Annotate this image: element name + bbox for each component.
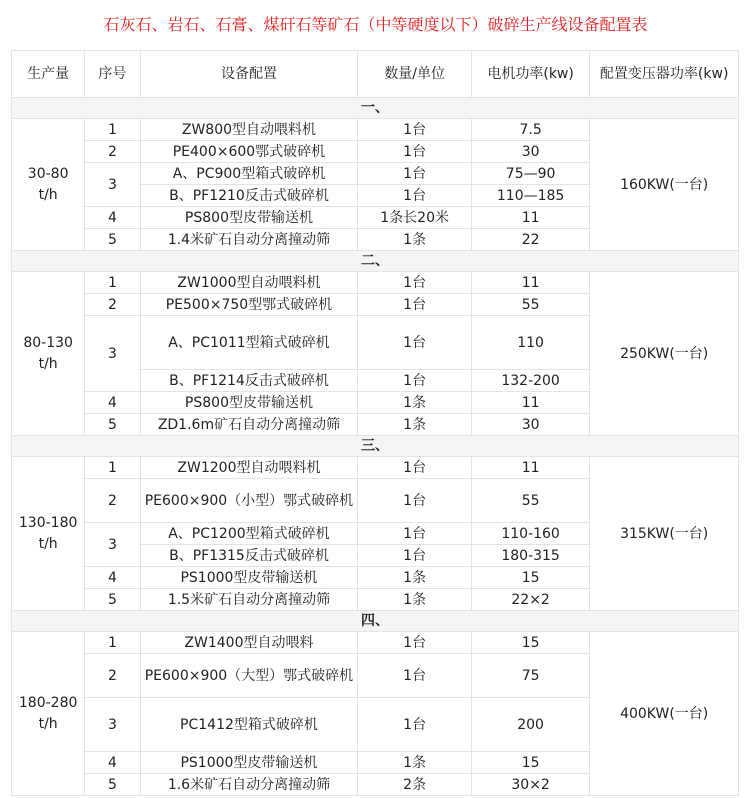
row-qty: 1台 xyxy=(358,523,471,545)
row-qty: 1台 xyxy=(358,163,471,185)
row-power: 11 xyxy=(471,207,589,229)
equipment-table xyxy=(11,50,739,796)
row-qty: 1条 xyxy=(358,567,471,589)
row-no: 4 xyxy=(85,207,140,229)
row-no: 1 xyxy=(85,272,140,294)
transformer-cell: 400KW(一台) xyxy=(590,632,739,796)
output-unit: t/h xyxy=(38,535,58,552)
row-qty: 1条 xyxy=(358,392,471,414)
row-qty: 1台 xyxy=(358,479,471,523)
page-title: 石灰石、岩石、石膏、煤矸石等矿石（中等硬度以下）破碎生产线设备配置表 xyxy=(103,15,648,34)
row-qty: 1台 xyxy=(358,185,471,207)
row-no: 2 xyxy=(85,654,140,698)
row-no: 4 xyxy=(85,752,140,774)
row-qty: 1台 xyxy=(358,272,471,294)
row-qty: 1条 xyxy=(358,752,471,774)
row-equipment: A、PC1200型箱式破碎机 xyxy=(140,523,358,545)
row-power: 110 xyxy=(471,316,589,370)
row-qty: 1台 xyxy=(358,316,471,370)
row-power: 15 xyxy=(471,752,589,774)
row-no: 5 xyxy=(85,589,140,611)
row-qty: 1台 xyxy=(358,457,471,479)
row-no: 1 xyxy=(85,119,140,141)
row-qty: 1台 xyxy=(358,370,471,392)
row-qty: 1台 xyxy=(358,141,471,163)
row-equipment: A、PC1011型箱式破碎机 xyxy=(140,316,358,370)
row-equipment: ZW1000型自动喂料机 xyxy=(140,272,358,294)
header-motor-power: 电机功率(kw) xyxy=(471,51,589,98)
row-power: 11 xyxy=(471,392,589,414)
row-equipment: 1.5米矿石自动分离撞动筛 xyxy=(140,589,358,611)
row-power: 75—90 xyxy=(471,163,589,185)
row-equipment: PS1000型皮带输送机 xyxy=(140,752,358,774)
row-power: 22×2 xyxy=(471,589,589,611)
row-no: 3 xyxy=(85,316,140,392)
row-equipment: PC1412型箱式破碎机 xyxy=(140,698,358,752)
row-equipment: ZW1400型自动喂料 xyxy=(140,632,358,654)
row-equipment: ZD1.6m矿石自动分离撞动筛 xyxy=(140,414,358,436)
output-cell xyxy=(12,272,85,436)
row-power: 15 xyxy=(471,632,589,654)
row-power: 22 xyxy=(471,229,589,251)
section-label: 四、 xyxy=(12,611,739,632)
row-power: 30×2 xyxy=(471,774,589,796)
row-no: 4 xyxy=(85,567,140,589)
row-qty: 1台 xyxy=(358,654,471,698)
section-label: 一、 xyxy=(12,98,739,119)
transformer-cell: 250KW(一台) xyxy=(590,272,739,436)
row-no: 3 xyxy=(85,698,140,752)
output-value: 30-80 xyxy=(27,165,69,182)
row-power: 11 xyxy=(471,457,589,479)
row-qty: 1条 xyxy=(358,229,471,251)
row-no: 5 xyxy=(85,414,140,436)
row-qty: 1台 xyxy=(358,119,471,141)
row-no: 2 xyxy=(85,294,140,316)
row-no: 5 xyxy=(85,774,140,796)
row-power: 200 xyxy=(471,698,589,752)
row-no: 3 xyxy=(85,163,140,207)
row-equipment: B、PF1210反击式破碎机 xyxy=(140,185,358,207)
row-equipment: ZW800型自动喂料机 xyxy=(140,119,358,141)
row-power: 110—185 xyxy=(471,185,589,207)
row-qty: 1条 xyxy=(358,414,471,436)
row-equipment: ZW1200型自动喂料机 xyxy=(140,457,358,479)
row-power: 132-200 xyxy=(471,370,589,392)
row-power: 180-315 xyxy=(471,545,589,567)
row-qty: 1台 xyxy=(358,632,471,654)
row-power: 75 xyxy=(471,654,589,698)
row-equipment: PE500×750型鄂式破碎机 xyxy=(140,294,358,316)
header-quantity: 数量/单位 xyxy=(358,51,471,98)
row-equipment: PS1000型皮带输送机 xyxy=(140,567,358,589)
row-qty: 1台 xyxy=(358,698,471,752)
transformer-cell: 160KW(一台) xyxy=(590,119,739,251)
row-qty: 2条 xyxy=(358,774,471,796)
output-value: 180-280 xyxy=(18,694,78,711)
transformer-cell: 315KW(一台) xyxy=(590,457,739,611)
output-value: 130-180 xyxy=(18,514,78,531)
row-power: 55 xyxy=(471,294,589,316)
row-equipment: PS800型皮带输送机 xyxy=(140,207,358,229)
header-row xyxy=(12,51,739,98)
output-unit: t/h xyxy=(38,355,58,372)
output-unit: t/h xyxy=(38,715,58,732)
row-no: 1 xyxy=(85,632,140,654)
row-power: 110-160 xyxy=(471,523,589,545)
section-label: 二、 xyxy=(12,251,739,272)
header-transformer-power: 配置变压器功率(kw) xyxy=(590,51,739,98)
row-no: 5 xyxy=(85,229,140,251)
output-cell xyxy=(12,119,85,251)
row-power: 30 xyxy=(471,414,589,436)
row-qty: 1条长20米 xyxy=(358,207,471,229)
row-no: 1 xyxy=(85,457,140,479)
row-equipment: PE600×900（小型）鄂式破碎机 xyxy=(140,479,358,523)
row-equipment: PE600×900（大型）鄂式破碎机 xyxy=(140,654,358,698)
section-label: 三、 xyxy=(12,436,739,457)
row-equipment: A、PC900型箱式破碎机 xyxy=(140,163,358,185)
row-equipment: B、PF1214反击式破碎机 xyxy=(140,370,358,392)
row-no: 2 xyxy=(85,479,140,523)
row-power: 11 xyxy=(471,272,589,294)
output-cell xyxy=(12,457,85,611)
header-equipment: 设备配置 xyxy=(140,51,358,98)
row-equipment: PS800型皮带输送机 xyxy=(140,392,358,414)
row-power: 55 xyxy=(471,479,589,523)
row-no: 3 xyxy=(85,523,140,567)
output-unit: t/h xyxy=(38,186,58,203)
row-equipment: 1.4米矿石自动分离撞动筛 xyxy=(140,229,358,251)
header-no: 序号 xyxy=(85,51,140,98)
row-power: 7.5 xyxy=(471,119,589,141)
row-qty: 1台 xyxy=(358,294,471,316)
row-power: 15 xyxy=(471,567,589,589)
row-equipment: 1.6米矿石自动分离撞动筛 xyxy=(140,774,358,796)
row-power: 30 xyxy=(471,141,589,163)
row-no: 4 xyxy=(85,392,140,414)
header-output: 生产量 xyxy=(12,51,85,98)
output-value: 80-130 xyxy=(23,334,73,351)
row-equipment: PE400×600鄂式破碎机 xyxy=(140,141,358,163)
row-qty: 1台 xyxy=(358,545,471,567)
row-no: 2 xyxy=(85,141,140,163)
row-qty: 1条 xyxy=(358,589,471,611)
output-cell xyxy=(12,632,85,796)
row-equipment: B、PF1315反击式破碎机 xyxy=(140,545,358,567)
